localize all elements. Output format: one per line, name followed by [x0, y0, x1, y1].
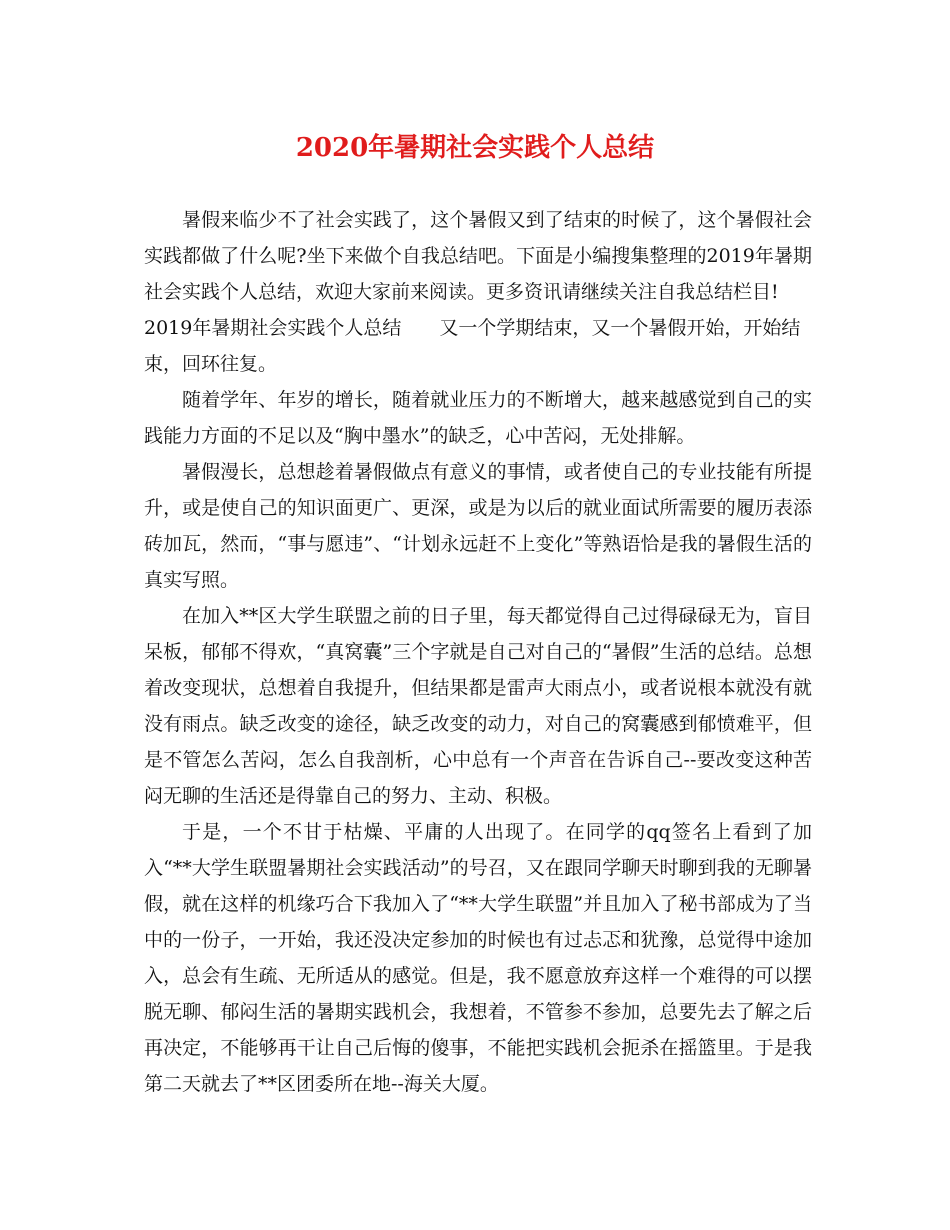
- paragraph-intro: 暑假来临少不了社会实践了，这个暑假又到了结束的时候了，这个暑假社会实践都做了什么呢?坐下来做个自我总结吧。下面是小编搜集整理的2019年暑期社会实践个人总结，欢迎大家前来阅读。更多资讯请继续关注自我总结栏目!: [144, 209, 812, 303]
- paragraph-subtitle-line: 2019年暑期社会实践个人总结 又一个学期结束，又一个暑假开始，开始结束，回环往复。: [144, 317, 801, 375]
- paragraph-pressure: 随着学年、年岁的增长，随着就业压力的不断增大，越来越感觉到自己的实践能力方面的不足以及“胸中墨水”的缺乏，心中苦闷，无处排解。: [144, 389, 812, 447]
- document-body: [144, 202, 812, 1102]
- document-title: 2020年暑期社会实践个人总结: [295, 133, 655, 163]
- paragraph-before-joining: 在加入**区大学生联盟之前的日子里，每天都觉得自己过得碌碌无为，盲目呆板，郁郁不得欢，“真窝囊”三个字就是自己对自己的“暑假”生活的总结。总想着改变现状，总想着自我提升，但结果都是雷声大雨点小，或者说根本就没有就没有雨点。缺乏改变的途径，缺乏改变的动力，对自己的窝囊感到郁愤难平，但是不管怎么苦闷，怎么自我剖析，心中总有一个声音在告诉自己--要改变这种苦闷无聊的生活还是得靠自己的努力、主动、积极。: [144, 605, 812, 807]
- paragraph-summer-plans: 暑假漫长，总想趁着暑假做点有意义的事情，或者使自己的专业技能有所提升，或是使自己的知识面更广、更深，或是为以后的就业面试所需要的履历表添砖加瓦，然而，“事与愿违”、“计划永远赶不上变化”等熟语恰是我的暑假生活的真实写照。: [144, 461, 812, 591]
- paragraph-joining: 于是，一个不甘于枯燥、平庸的人出现了。在同学的qq签名上看到了加入“**大学生联盟暑期社会实践活动”的号召，又在跟同学聊天时聊到我的无聊暑假，就在这样的机缘巧合下我加入了“**大学生联盟”并且加入了秘书部成为了当中的一份子，一开始，我还没决定参加的时候也有过忐忑和犹豫，总觉得中途加入，总会有生疏、无所适从的感觉。但是，我不愿意放弃这样一个难得的可以摆脱无聊、郁闷生活的暑期实践机会，我想着，不管参不参加，总要先去了解之后再决定，不能够再干让自己后悔的傻事，不能把实践机会扼杀在摇篮里。于是我第二天就去了**区团委所在地--海关大厦。: [144, 821, 812, 1095]
